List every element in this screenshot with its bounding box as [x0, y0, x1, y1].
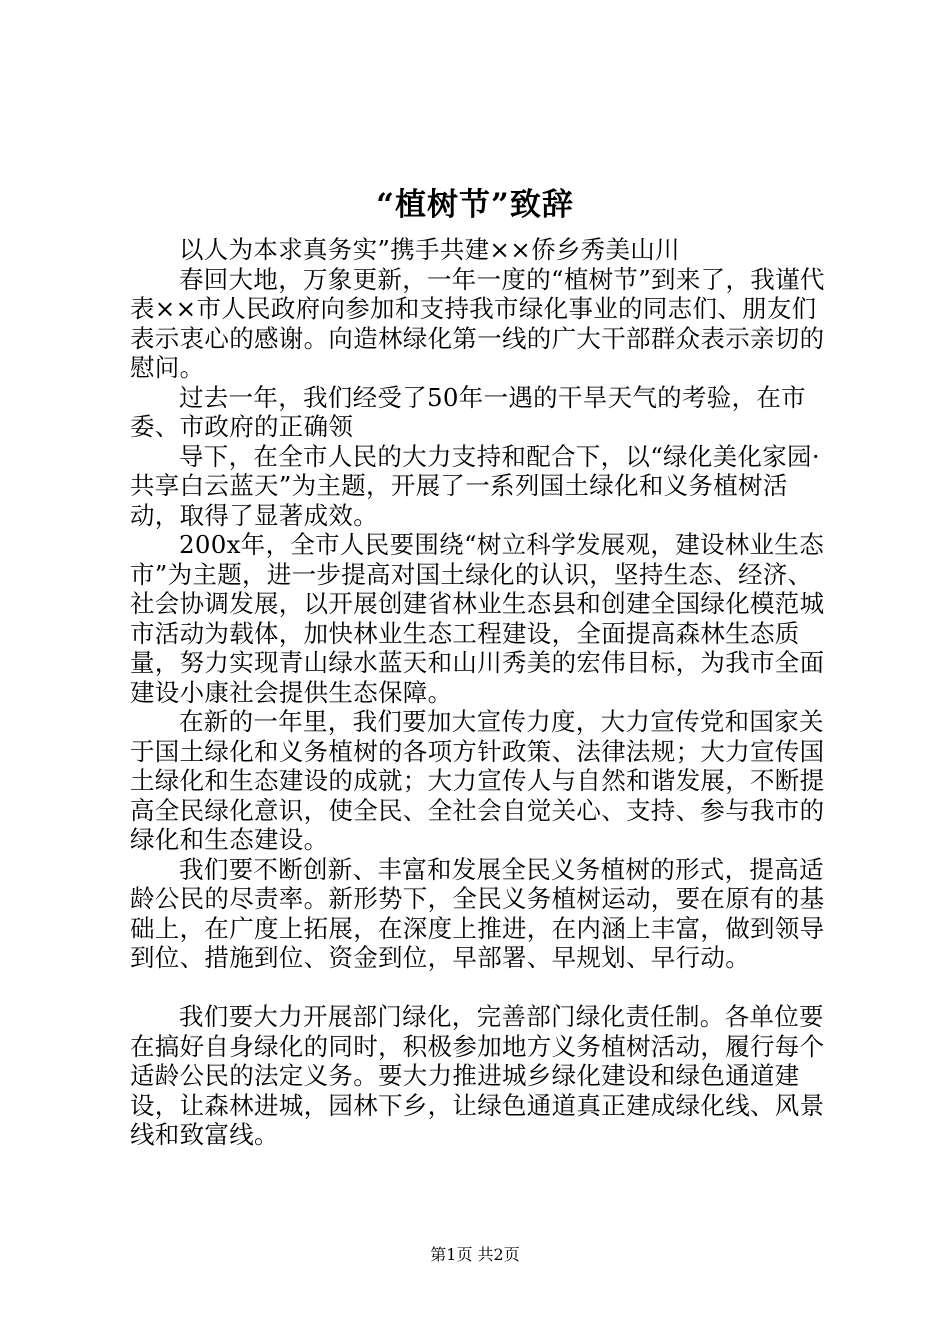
paragraph-publicity: 在新的一年里，我们要加大宣传力度，大力宣传党和国家关于国土绿化和义务植树的各项方针政策、法律法规；大力宣传国土绿化和生态建设的成就；大力宣传人与自然和谐发展，不断提高全民绿化意识，使全民、全社会自觉关心、支持、参与我市的绿化和生态建设。 — [130, 707, 825, 854]
paragraph-past-year: 过去一年，我们经受了50年一遇的干旱天气的考验，在市委、市政府的正确领 — [130, 382, 806, 441]
paragraph-spacer — [130, 973, 830, 1003]
document-body — [130, 235, 830, 1150]
paragraph-goals: 200x年，全市人民要围绕“树立科学发展观，建设林业生态市”为主题，进一步提高对国土绿化的认识，坚持生态、经济、社会协调发展，以开展创建省林业生态县和创建全国绿化模范城市活动为载体，加快林业生态工程建设，全面提高森林生态质量，努力实现青山绿水蓝天和山川秀美的宏伟目标，为我市全面建设小康社会提供生态保障。 — [130, 530, 825, 707]
document-title: “植树节”致辞 — [376, 187, 574, 223]
paragraph-innovation: 我们要不断创新、丰富和发展全民义务植树的形式，提高适龄公民的尽责率。新形势下，全民义务植树运动，要在原有的基础上，在广度上拓展，在深度上推进，在内涵上丰富，做到领导到位、措施到位、资金到位，早部署、早规划、早行动。 — [130, 854, 825, 972]
paragraph-slogan: 以人为本求真务实”携手共建××侨乡秀美山川 — [179, 235, 680, 264]
paragraph-greeting: 春回大地，万象更新，一年一度的“植树节”到来了，我谨代表××市人民政府向参加和支持我市绿化事业的同志们、朋友们表示衷心的感谢。向造林绿化第一线的广大干部群众表示亲切的慰问。 — [130, 264, 825, 382]
paragraph-department-greening: 我们要大力开展部门绿化，完善部门绿化责任制。各单位要在搞好自身绿化的同时，积极参加地方义务植树活动，履行每个适龄公民的法定义务。要大力推进城乡绿化建设和绿色通道建设，让森林进城，园林下乡，让绿色通道真正建成绿化线、风景线和致富线。 — [130, 1002, 825, 1149]
paragraph-achievements: 导下，在全市人民的大力支持和配合下，以“绿化美化家园·共享白云蓝天”为主题，开展了一系列国土绿化和义务植树活动，取得了显著成效。 — [130, 441, 820, 530]
page-footer: 第1页 共2页 — [430, 1245, 520, 1264]
